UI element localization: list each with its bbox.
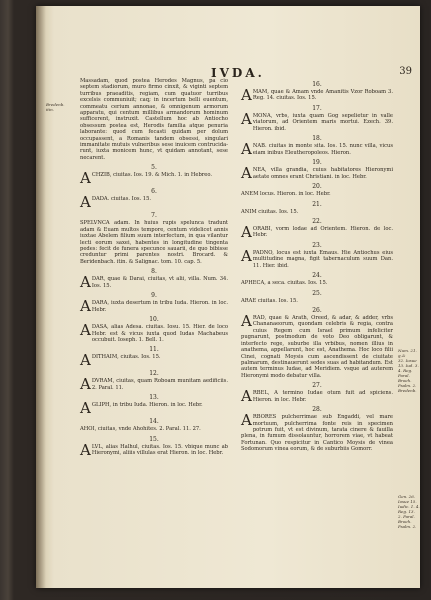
entry-text: DVRAM, ciuitas, quam Roboam munitam aedificiis. 2. Paral. 11. [91, 378, 228, 391]
drop-initial: A [241, 140, 252, 159]
gazetteer-entry [241, 164, 393, 183]
entry-text: ARAE ciuitas. Ios. 15. [241, 297, 298, 304]
book-page [36, 6, 420, 588]
gazetteer-entry [241, 411, 393, 453]
drop-initial: A [241, 312, 252, 331]
entry-number: 15. [149, 435, 159, 443]
entry-number: 12. [149, 370, 159, 378]
paragraph [80, 78, 228, 161]
gazetteer-entry [241, 191, 393, 197]
entry-number: 19. [312, 159, 322, 167]
entry-number: 5. [151, 164, 157, 172]
entry-text: AHOI, ciuitas, vnde Ahohites. 2. Paral. 11. 27. [80, 426, 201, 433]
gazetteer-entry [241, 86, 393, 104]
entry-text: DITHAIM, ciuitas. Ios. 15. [91, 354, 161, 361]
entry-number: 7. [151, 212, 157, 220]
entry-text: DAR, quae & Darai, ciuitas, vt alii, villa. Num. 34. Ios. 15. [91, 276, 228, 289]
gazetteer-entry [80, 273, 228, 292]
entry-number: 13. [149, 394, 159, 402]
entry-text: NEA, villa grandia, cuius habitatores Hieronymi aetate omnes erant Christiani. in loc. Hebr. [252, 167, 393, 180]
entry-number: 20. [312, 183, 322, 191]
drop-initial: A [241, 110, 252, 128]
drop-initial: A [241, 247, 252, 266]
drop-initial: A [80, 399, 91, 418]
entry-number: 24. [312, 272, 322, 280]
entry-text: APHECA, a seca. ciuitas. Ios. 15. [241, 280, 328, 287]
gazetteer-entry [241, 247, 393, 269]
drop-initial: A [80, 321, 91, 340]
entry-text: ANIM ciuitas. Ios. 15. [241, 208, 299, 215]
gazetteer-entry [241, 387, 393, 406]
entry-number: 14. [149, 418, 159, 426]
left-margin-note: Bredenb. itin. [46, 102, 65, 112]
gazetteer-entry [80, 426, 228, 432]
page-gutter-shadow [36, 6, 46, 588]
gazetteer-entry [241, 280, 393, 286]
entry-text: Massadam, quod postea Herodes Magnus, pa cio septem stadiorum, muro firmo cinxit, & viginti septem turribus praeaditis, regiam, cum quatuor turribus excelsis communiuit; caq; in incertum belli euentum, commeatu cerium annonae, & omnigenum armorum apparatu, qui centum millibus armandorum hominum sufficerent, instruxit. Castellum hoc ab Antiocho obsessum postea est, Herodis familia atque penuria laborante: quod cum fecasti quidam per dolum occupassent, a Romanis tandem obsessi, singulari immanitate mutuis vulneribus sese inuicem contrucida-runt, iuxta monicem hunc, vt quidam annotant, sese necarent. [80, 78, 228, 161]
drop-initial: A [241, 411, 252, 430]
entry-text: ORABI, vorm lodae ad Orientem. Hieron. de loc. Hebr. [252, 226, 393, 239]
gazetteer-entry [80, 375, 228, 394]
entry-number: 23. [312, 242, 322, 250]
gazetteer-entry [80, 297, 228, 316]
entry-text: NAB. ciuitas in monte sita. Ios. 15. nunc villa, vicus eiam inibus Eleutheropoleos. Hieron. [252, 143, 393, 156]
gazetteer-entry [80, 351, 228, 370]
gazetteer-entry [241, 140, 393, 159]
entry-text: DADA. ciuitas. Ios. 15. [91, 196, 152, 203]
entry-number: 8. [151, 268, 157, 276]
entry-number: 9. [151, 292, 157, 300]
entry-text: RBEL, A termino Iudae otum fuit ad spiciens. Hieron. in loc. Hebr. [252, 390, 393, 403]
entry-number: 26. [312, 307, 322, 315]
entry-number: 27. [312, 382, 322, 390]
gazetteer-entry [80, 399, 228, 418]
right-margin-note-1: Num. 21. g,& 32. Iosue 13. Iud. 3. 4. Reg. Paral. Broeh. Psalm. 2. Bredenb. [398, 348, 419, 393]
gazetteer-entry [80, 220, 228, 265]
right-margin-note-2: Gen. 26. Iosue 15. Iudic. 1. 4. Reg. 13. 2. Paral. Broeh. Psalm. 2. [398, 494, 420, 529]
entry-number: 11. [149, 346, 159, 354]
entry-text: RBORES pulcherrimae sub Engaddi, vel mare mortuum, pulcherrima fonte reis in specimen potrum fuit, vt est divinum, tarata cinere & fauilla plena, in fumum dissolauntur, horrorem viae, vt habeat Fortunan. Quo respicitur in Cantico Moysis de vinea Sodomorum vinea eorum, & de suburbiis Gomorr. [241, 414, 393, 453]
entry-text: DASA, alias Adesa. ciuitas. Iosu. 15. Hier. de loco Hebr. est & vicus iuxta quod Iudas Machabeus occubuit. Ioseph. 1. Bell. 1. [91, 324, 228, 343]
entry-text: MAM, quae & Amam vnde Amanitis Vzor Roboam 3. Reg. 14. ciuitas. Ios. 15. [252, 89, 393, 102]
gazetteer-entry [80, 321, 228, 343]
entry-number: 21. [312, 200, 322, 208]
entry-number: 18. [312, 135, 322, 143]
gazetteer-entry [241, 110, 393, 132]
entry-text: PADNO, locus est iuxta Emaus. Hie Antiochus eius multitudine magna, figit tabernaculum suum Dan. 11. Hier. ibid. [252, 250, 393, 269]
entry-number: 28. [312, 406, 322, 414]
drop-initial: A [241, 86, 252, 104]
entry-number: 6. [151, 188, 157, 196]
page-number: 39 [399, 66, 412, 77]
entry-text: LVL, alias Halhul, ciuitas. Ios. 15. vbique munc ab Hieronymi, aliiis villulas erat Hieron. in loc. Hebr. [91, 443, 228, 457]
gazetteer-entry [80, 440, 228, 459]
entry-number: 25. [312, 289, 322, 297]
drop-initial: A [241, 223, 252, 242]
entry-text: GLIPH, in tribu Iuda. Hieron. in loc. Hebr. [91, 402, 203, 409]
entry-number: 10. [149, 316, 159, 324]
entry-text: SPELVNCA adam. In huius rupis spelunca tradunt adam & Euam multos tempore, centum videlicet annis iuxtae Abelem filium suum interfectum, in qua vilantur lecti eorum saxei, habentes in longitudine tingenta pedes: fecit de funera specunce sauarii, de quo bibisse creduntur primi parentes nostri. Brocard. & Beridenbach. itin. & Salignac. tom. 10. cap. 5. [80, 220, 228, 265]
drop-initial: A [80, 297, 91, 316]
drop-initial: A [80, 351, 91, 370]
entry-number: 16. [312, 81, 322, 88]
drop-initial: A [80, 169, 91, 188]
right-text-column [241, 78, 393, 455]
drop-initial: A [80, 375, 91, 394]
gazetteer-entry [241, 298, 393, 304]
drop-initial: A [80, 193, 91, 212]
gazetteer-entry [241, 209, 393, 215]
drop-initial: A [80, 440, 91, 459]
entry-text: DARA, iuxta desertum in tribu Iuda. Hieron. in loc. Hebr. [91, 300, 228, 313]
drop-initial: A [241, 387, 252, 406]
entry-number: 22. [312, 218, 322, 226]
gazetteer-entry [241, 223, 393, 242]
gazetteer-entry [241, 312, 393, 379]
running-title: IVDA. [211, 66, 265, 80]
entry-text: ANEM locus. Hieron. in loc. Hebr. [241, 191, 331, 198]
drop-initial: A [80, 273, 91, 292]
gazetteer-entry [80, 193, 228, 212]
entry-text: MONA, vrbs, iuxta quam Gog sepelietur in valle viatorum, ad Orientem maris mortui. Ezech. 39. Hieron. ibid. [252, 113, 393, 132]
gazetteer-entry [80, 169, 228, 188]
drop-initial: A [241, 164, 252, 183]
entry-text: RAD, quae & Arath, Oreed, & adar, & adder, vrbs Chananaeorum, quondam celebris & regia, contra cuius Regem cum Israel primum infeliciter pugnarunt, postmodum de voto Deo obligarunt, & interfecto rege, suburbe illa vrbibus, nomen illius in anathema, appellarunt, hoc est, Anathema. Hoc loco filii Cinei, cognati Moysis cum ascendissent de ciuitate palmarum, destinauerunt sedes suas ad habitandum. Est autem terminus Iudae, ad Meridiem. vsque ad auterem Hieronymi modo debatur villa. [241, 315, 393, 379]
entry-text: CHZIB, ciuitas. Ios. 19. & Mich. 1. in Hebreo. [91, 172, 213, 179]
entry-number: 17. [312, 105, 322, 112]
left-text-column [80, 78, 228, 459]
